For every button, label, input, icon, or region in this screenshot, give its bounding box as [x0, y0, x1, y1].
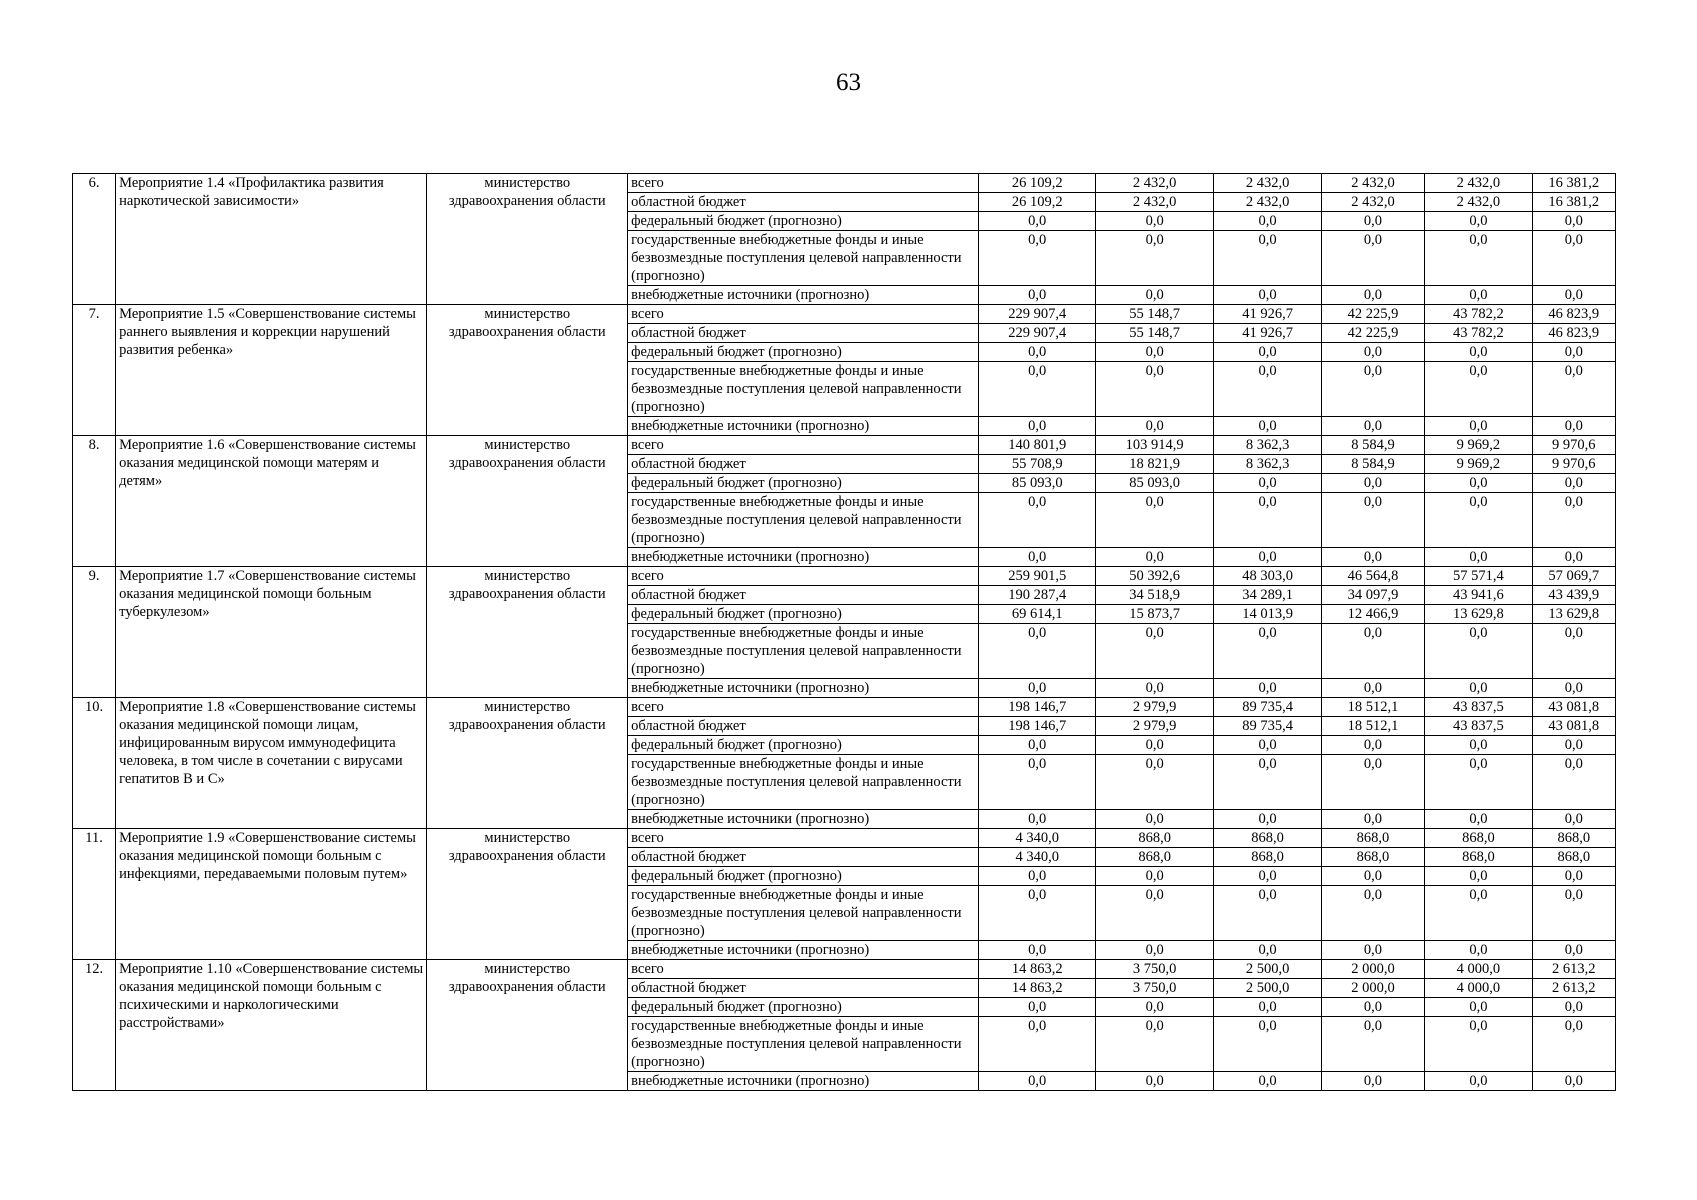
amount-cell: 0,0: [1095, 362, 1213, 417]
amount-cell: 0,0: [1532, 286, 1615, 305]
amount-cell: 0,0: [1095, 736, 1213, 755]
amount-cell: 0,0: [1095, 286, 1213, 305]
amount-cell: 0,0: [1532, 679, 1615, 698]
funding-source-label: государственные внебюджетные фонды и иные безвозмездные поступления целевой направленности (прогнозно): [628, 362, 979, 417]
amount-cell: 0,0: [979, 286, 1095, 305]
amount-cell: 8 584,9: [1321, 455, 1424, 474]
amount-cell: 0,0: [1321, 231, 1424, 286]
amount-cell: 0,0: [1214, 548, 1321, 567]
amount-cell: 0,0: [1095, 755, 1213, 810]
funding-source-label: государственные внебюджетные фонды и иные безвозмездные поступления целевой направленности (прогнозно): [628, 493, 979, 548]
amount-cell: 85 093,0: [1095, 474, 1213, 493]
amount-cell: 0,0: [1425, 886, 1532, 941]
row-number: 7.: [73, 305, 116, 436]
page-number: 63: [836, 69, 861, 96]
amount-cell: 190 287,4: [979, 586, 1095, 605]
activity-name: Мероприятие 1.6 «Совершенствование системы оказания медицинской помощи матерям и детям»: [116, 436, 427, 567]
amount-cell: 0,0: [979, 417, 1095, 436]
amount-cell: 0,0: [979, 624, 1095, 679]
amount-cell: 0,0: [1321, 1017, 1424, 1072]
funding-source-label: федеральный бюджет (прогнозно): [628, 998, 979, 1017]
funding-source-label: федеральный бюджет (прогнозно): [628, 474, 979, 493]
amount-cell: 0,0: [1425, 362, 1532, 417]
amount-cell: 868,0: [1425, 848, 1532, 867]
funding-source-label: федеральный бюджет (прогнозно): [628, 343, 979, 362]
table-row: [73, 960, 1616, 979]
amount-cell: 9 969,2: [1425, 455, 1532, 474]
amount-cell: 0,0: [1321, 886, 1424, 941]
funding-source-label: государственные внебюджетные фонды и иные безвозмездные поступления целевой направленности (прогнозно): [628, 624, 979, 679]
activity-name: Мероприятие 1.9 «Совершенствование системы оказания медицинской помощи больным с инфекциями, передаваемыми половым путем»: [116, 829, 427, 960]
amount-cell: 0,0: [1095, 417, 1213, 436]
amount-cell: 2 432,0: [1321, 193, 1424, 212]
amount-cell: 18 512,1: [1321, 717, 1424, 736]
table-row: [73, 567, 1616, 586]
funding-source-label: федеральный бюджет (прогнозно): [628, 736, 979, 755]
amount-cell: 14 013,9: [1214, 605, 1321, 624]
amount-cell: 0,0: [1095, 343, 1213, 362]
amount-cell: 2 432,0: [1095, 193, 1213, 212]
amount-cell: 2 432,0: [1214, 193, 1321, 212]
table-body: [73, 174, 1616, 1091]
amount-cell: 868,0: [1095, 848, 1213, 867]
funding-source-label: всего: [628, 436, 979, 455]
amount-cell: 0,0: [1532, 1017, 1615, 1072]
amount-cell: 0,0: [979, 679, 1095, 698]
amount-cell: 0,0: [1214, 624, 1321, 679]
amount-cell: 868,0: [1425, 829, 1532, 848]
amount-cell: 198 146,7: [979, 717, 1095, 736]
amount-cell: 0,0: [979, 548, 1095, 567]
amount-cell: 2 000,0: [1321, 979, 1424, 998]
amount-cell: 2 500,0: [1214, 960, 1321, 979]
funding-source-label: федеральный бюджет (прогнозно): [628, 867, 979, 886]
amount-cell: 0,0: [1095, 493, 1213, 548]
amount-cell: 46 823,9: [1532, 324, 1615, 343]
amount-cell: 57 571,4: [1425, 567, 1532, 586]
amount-cell: 0,0: [1425, 941, 1532, 960]
funding-source-label: внебюджетные источники (прогнозно): [628, 1072, 979, 1091]
amount-cell: 0,0: [1321, 548, 1424, 567]
row-number: 11.: [73, 829, 116, 960]
amount-cell: 0,0: [1425, 1072, 1532, 1091]
funding-source-label: государственные внебюджетные фонды и иные безвозмездные поступления целевой направленности (прогнозно): [628, 755, 979, 810]
amount-cell: 0,0: [1095, 810, 1213, 829]
funding-source-label: областной бюджет: [628, 324, 979, 343]
amount-cell: 2 432,0: [1321, 174, 1424, 193]
amount-cell: 15 873,7: [1095, 605, 1213, 624]
amount-cell: 868,0: [1095, 829, 1213, 848]
funding-source-label: внебюджетные источники (прогнозно): [628, 679, 979, 698]
executor-cell: министерство здравоохранения области: [427, 174, 628, 305]
amount-cell: 0,0: [1532, 810, 1615, 829]
amount-cell: 8 362,3: [1214, 455, 1321, 474]
amount-cell: 868,0: [1214, 829, 1321, 848]
amount-cell: 0,0: [1321, 493, 1424, 548]
amount-cell: 0,0: [1321, 998, 1424, 1017]
funding-source-label: государственные внебюджетные фонды и иные безвозмездные поступления целевой направленности (прогнозно): [628, 1017, 979, 1072]
amount-cell: 198 146,7: [979, 698, 1095, 717]
amount-cell: 0,0: [1425, 417, 1532, 436]
amount-cell: 0,0: [1425, 810, 1532, 829]
amount-cell: 0,0: [1214, 493, 1321, 548]
amount-cell: 26 109,2: [979, 193, 1095, 212]
amount-cell: 4 000,0: [1425, 960, 1532, 979]
amount-cell: 50 392,6: [1095, 567, 1213, 586]
amount-cell: 0,0: [1321, 474, 1424, 493]
amount-cell: 0,0: [1425, 736, 1532, 755]
amount-cell: 43 081,8: [1532, 717, 1615, 736]
amount-cell: 41 926,7: [1214, 305, 1321, 324]
amount-cell: 0,0: [979, 810, 1095, 829]
amount-cell: 0,0: [1425, 286, 1532, 305]
funding-source-label: всего: [628, 305, 979, 324]
amount-cell: 0,0: [1095, 1017, 1213, 1072]
amount-cell: 13 629,8: [1532, 605, 1615, 624]
funding-source-label: государственные внебюджетные фонды и иные безвозмездные поступления целевой направленности (прогнозно): [628, 231, 979, 286]
amount-cell: 34 097,9: [1321, 586, 1424, 605]
funding-source-label: областной бюджет: [628, 586, 979, 605]
amount-cell: 0,0: [1095, 998, 1213, 1017]
amount-cell: 0,0: [1425, 867, 1532, 886]
table-row: [73, 436, 1616, 455]
amount-cell: 0,0: [1214, 867, 1321, 886]
amount-cell: 0,0: [1321, 417, 1424, 436]
amount-cell: 43 439,9: [1532, 586, 1615, 605]
amount-cell: 0,0: [979, 362, 1095, 417]
amount-cell: 0,0: [1321, 286, 1424, 305]
activity-name: Мероприятие 1.10 «Совершенствование системы оказания медицинской помощи больным с психическими и наркологическими расстройствами»: [116, 960, 427, 1091]
funding-source-label: федеральный бюджет (прогнозно): [628, 212, 979, 231]
amount-cell: 0,0: [1425, 343, 1532, 362]
amount-cell: 0,0: [1532, 474, 1615, 493]
funding-source-label: внебюджетные источники (прогнозно): [628, 286, 979, 305]
amount-cell: 0,0: [1214, 1017, 1321, 1072]
row-number: 8.: [73, 436, 116, 567]
activity-name: Мероприятие 1.5 «Совершенствование системы раннего выявления и коррекции нарушений развития ребенка»: [116, 305, 427, 436]
table-row: [73, 305, 1616, 324]
activity-name: Мероприятие 1.7 «Совершенствование системы оказания медицинской помощи больным туберкулезом»: [116, 567, 427, 698]
amount-cell: 42 225,9: [1321, 305, 1424, 324]
funding-source-label: всего: [628, 174, 979, 193]
amount-cell: 4 340,0: [979, 848, 1095, 867]
amount-cell: 103 914,9: [1095, 436, 1213, 455]
amount-cell: 0,0: [1321, 362, 1424, 417]
amount-cell: 2 432,0: [1425, 193, 1532, 212]
amount-cell: 0,0: [1214, 679, 1321, 698]
amount-cell: 14 863,2: [979, 979, 1095, 998]
amount-cell: 0,0: [1321, 941, 1424, 960]
row-number: 12.: [73, 960, 116, 1091]
amount-cell: 0,0: [1321, 624, 1424, 679]
amount-cell: 14 863,2: [979, 960, 1095, 979]
amount-cell: 0,0: [1214, 736, 1321, 755]
amount-cell: 0,0: [1425, 1017, 1532, 1072]
amount-cell: 0,0: [979, 736, 1095, 755]
amount-cell: 16 381,2: [1532, 193, 1615, 212]
amount-cell: 0,0: [1214, 810, 1321, 829]
row-number: 6.: [73, 174, 116, 305]
amount-cell: 0,0: [1532, 493, 1615, 548]
amount-cell: 0,0: [1321, 755, 1424, 810]
table-row: [73, 698, 1616, 717]
amount-cell: 0,0: [1095, 1072, 1213, 1091]
amount-cell: 89 735,4: [1214, 717, 1321, 736]
budget-table: [72, 173, 1616, 1091]
amount-cell: 259 901,5: [979, 567, 1095, 586]
amount-cell: 55 708,9: [979, 455, 1095, 474]
amount-cell: 8 362,3: [1214, 436, 1321, 455]
amount-cell: 9 970,6: [1532, 455, 1615, 474]
amount-cell: 0,0: [1214, 941, 1321, 960]
funding-source-label: внебюджетные источники (прогнозно): [628, 810, 979, 829]
executor-cell: министерство здравоохранения области: [427, 698, 628, 829]
amount-cell: 43 782,2: [1425, 324, 1532, 343]
funding-source-label: областной бюджет: [628, 848, 979, 867]
amount-cell: 69 614,1: [979, 605, 1095, 624]
activity-name: Мероприятие 1.8 «Совершенствование системы оказания медицинской помощи лицам, инфицированным вирусом иммунодефицита человека, в том числе в сочетании с вирусами гепатитов В и С»: [116, 698, 427, 829]
amount-cell: 0,0: [1532, 548, 1615, 567]
funding-source-label: внебюджетные источники (прогнозно): [628, 417, 979, 436]
amount-cell: 46 823,9: [1532, 305, 1615, 324]
funding-source-label: государственные внебюджетные фонды и иные безвозмездные поступления целевой направленности (прогнозно): [628, 886, 979, 941]
amount-cell: 57 069,7: [1532, 567, 1615, 586]
amount-cell: 0,0: [1214, 886, 1321, 941]
amount-cell: 3 750,0: [1095, 960, 1213, 979]
amount-cell: 12 466,9: [1321, 605, 1424, 624]
amount-cell: 0,0: [1095, 867, 1213, 886]
executor-cell: министерство здравоохранения области: [427, 567, 628, 698]
amount-cell: 0,0: [1214, 343, 1321, 362]
amount-cell: 9 969,2: [1425, 436, 1532, 455]
amount-cell: 18 512,1: [1321, 698, 1424, 717]
amount-cell: 0,0: [1095, 231, 1213, 286]
amount-cell: 0,0: [1425, 231, 1532, 286]
amount-cell: 16 381,2: [1532, 174, 1615, 193]
executor-cell: министерство здравоохранения области: [427, 960, 628, 1091]
amount-cell: 0,0: [1321, 343, 1424, 362]
amount-cell: 0,0: [1425, 755, 1532, 810]
amount-cell: 0,0: [1321, 810, 1424, 829]
amount-cell: 43 837,5: [1425, 698, 1532, 717]
amount-cell: 0,0: [979, 941, 1095, 960]
amount-cell: 0,0: [1425, 624, 1532, 679]
amount-cell: 0,0: [1532, 231, 1615, 286]
amount-cell: 0,0: [1214, 755, 1321, 810]
amount-cell: 0,0: [1321, 212, 1424, 231]
amount-cell: 0,0: [1214, 474, 1321, 493]
funding-source-label: внебюджетные источники (прогнозно): [628, 941, 979, 960]
funding-source-label: областной бюджет: [628, 193, 979, 212]
amount-cell: 0,0: [1532, 1072, 1615, 1091]
amount-cell: 868,0: [1214, 848, 1321, 867]
amount-cell: 2 432,0: [1425, 174, 1532, 193]
amount-cell: 0,0: [1532, 736, 1615, 755]
amount-cell: 0,0: [1321, 736, 1424, 755]
amount-cell: 0,0: [979, 212, 1095, 231]
amount-cell: 0,0: [1532, 212, 1615, 231]
amount-cell: 43 782,2: [1425, 305, 1532, 324]
amount-cell: 0,0: [1532, 343, 1615, 362]
amount-cell: 0,0: [1532, 417, 1615, 436]
amount-cell: 0,0: [979, 755, 1095, 810]
amount-cell: 9 970,6: [1532, 436, 1615, 455]
amount-cell: 0,0: [1425, 679, 1532, 698]
amount-cell: 0,0: [1095, 624, 1213, 679]
amount-cell: 868,0: [1532, 829, 1615, 848]
row-number: 10.: [73, 698, 116, 829]
amount-cell: 140 801,9: [979, 436, 1095, 455]
amount-cell: 43 837,5: [1425, 717, 1532, 736]
amount-cell: 2 979,9: [1095, 698, 1213, 717]
amount-cell: 0,0: [1425, 474, 1532, 493]
amount-cell: 34 518,9: [1095, 586, 1213, 605]
amount-cell: 0,0: [1095, 548, 1213, 567]
amount-cell: 229 907,4: [979, 324, 1095, 343]
amount-cell: 0,0: [1532, 998, 1615, 1017]
amount-cell: 0,0: [1425, 998, 1532, 1017]
amount-cell: 0,0: [1532, 362, 1615, 417]
amount-cell: 42 225,9: [1321, 324, 1424, 343]
amount-cell: 2 979,9: [1095, 717, 1213, 736]
amount-cell: 0,0: [1532, 867, 1615, 886]
amount-cell: 26 109,2: [979, 174, 1095, 193]
amount-cell: 868,0: [1321, 848, 1424, 867]
amount-cell: 0,0: [1321, 1072, 1424, 1091]
amount-cell: 0,0: [1214, 362, 1321, 417]
amount-cell: 0,0: [1214, 1072, 1321, 1091]
amount-cell: 8 584,9: [1321, 436, 1424, 455]
amount-cell: 13 629,8: [1425, 605, 1532, 624]
amount-cell: 4 340,0: [979, 829, 1095, 848]
executor-cell: министерство здравоохранения области: [427, 829, 628, 960]
table-row: [73, 829, 1616, 848]
amount-cell: 868,0: [1532, 848, 1615, 867]
amount-cell: 0,0: [979, 998, 1095, 1017]
amount-cell: 0,0: [1095, 941, 1213, 960]
row-number: 9.: [73, 567, 116, 698]
amount-cell: 0,0: [1214, 998, 1321, 1017]
amount-cell: 2 432,0: [1095, 174, 1213, 193]
table-row: [73, 174, 1616, 193]
activity-name: Мероприятие 1.4 «Профилактика развития наркотической зависимости»: [116, 174, 427, 305]
amount-cell: 868,0: [1321, 829, 1424, 848]
amount-cell: 18 821,9: [1095, 455, 1213, 474]
amount-cell: 0,0: [1425, 493, 1532, 548]
amount-cell: 0,0: [1321, 867, 1424, 886]
amount-cell: 0,0: [1095, 212, 1213, 231]
amount-cell: 0,0: [1095, 886, 1213, 941]
amount-cell: 0,0: [1214, 286, 1321, 305]
amount-cell: 229 907,4: [979, 305, 1095, 324]
amount-cell: 0,0: [979, 343, 1095, 362]
amount-cell: 0,0: [1532, 624, 1615, 679]
amount-cell: 4 000,0: [1425, 979, 1532, 998]
amount-cell: 2 432,0: [1214, 174, 1321, 193]
amount-cell: 0,0: [1425, 212, 1532, 231]
funding-source-label: всего: [628, 960, 979, 979]
amount-cell: 0,0: [979, 1017, 1095, 1072]
executor-cell: министерство здравоохранения области: [427, 305, 628, 436]
amount-cell: 0,0: [1214, 417, 1321, 436]
amount-cell: 2 000,0: [1321, 960, 1424, 979]
amount-cell: 55 148,7: [1095, 305, 1213, 324]
amount-cell: 43 081,8: [1532, 698, 1615, 717]
amount-cell: 0,0: [979, 886, 1095, 941]
funding-source-label: всего: [628, 829, 979, 848]
amount-cell: 46 564,8: [1321, 567, 1424, 586]
funding-source-label: всего: [628, 567, 979, 586]
amount-cell: 0,0: [979, 867, 1095, 886]
amount-cell: 0,0: [1532, 755, 1615, 810]
funding-source-label: областной бюджет: [628, 717, 979, 736]
executor-cell: министерство здравоохранения области: [427, 436, 628, 567]
amount-cell: 85 093,0: [979, 474, 1095, 493]
funding-source-label: областной бюджет: [628, 455, 979, 474]
amount-cell: 0,0: [979, 231, 1095, 286]
amount-cell: 0,0: [979, 493, 1095, 548]
amount-cell: 41 926,7: [1214, 324, 1321, 343]
funding-source-label: федеральный бюджет (прогнозно): [628, 605, 979, 624]
amount-cell: 55 148,7: [1095, 324, 1213, 343]
amount-cell: 2 613,2: [1532, 979, 1615, 998]
funding-source-label: всего: [628, 698, 979, 717]
amount-cell: 0,0: [1095, 679, 1213, 698]
amount-cell: 2 613,2: [1532, 960, 1615, 979]
funding-source-label: областной бюджет: [628, 979, 979, 998]
amount-cell: 0,0: [1532, 886, 1615, 941]
amount-cell: 2 500,0: [1214, 979, 1321, 998]
amount-cell: 0,0: [1321, 679, 1424, 698]
amount-cell: 89 735,4: [1214, 698, 1321, 717]
funding-source-label: внебюджетные источники (прогнозно): [628, 548, 979, 567]
amount-cell: 3 750,0: [1095, 979, 1213, 998]
amount-cell: 0,0: [1425, 548, 1532, 567]
amount-cell: 48 303,0: [1214, 567, 1321, 586]
amount-cell: 43 941,6: [1425, 586, 1532, 605]
amount-cell: 0,0: [1214, 231, 1321, 286]
amount-cell: 0,0: [979, 1072, 1095, 1091]
amount-cell: 0,0: [1214, 212, 1321, 231]
amount-cell: 0,0: [1532, 941, 1615, 960]
amount-cell: 34 289,1: [1214, 586, 1321, 605]
